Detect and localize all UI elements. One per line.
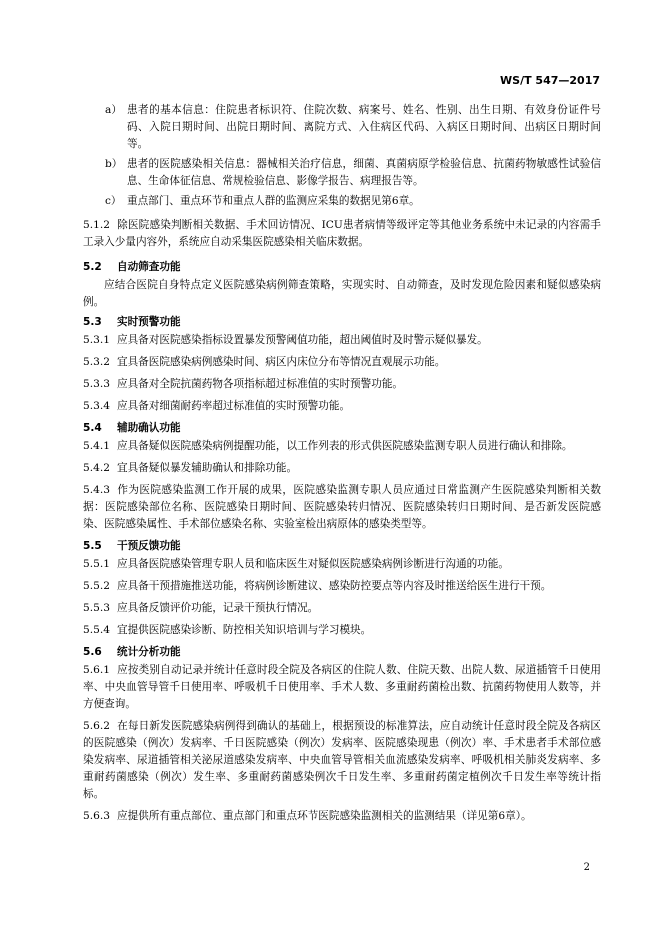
section-title: 统计分析功能: [117, 646, 181, 658]
clause-text: 应具备疑似医院感染病例提醒功能，以工作列表的形式供医院感染监测专职人员进行确认和排除。: [117, 440, 573, 452]
clause-number: 5.6.1: [83, 664, 110, 676]
clause-text: 宜提供医院感染诊断、防控相关知识培训与学习模块。: [117, 624, 372, 636]
clause-text: 作为医院感染监测工作开展的成果，医院感染监测专职人员应通过日常监测产生医院感染判断相关数据：医院感染部位名称、医院感染日期时间、医院感染转归情况、医院感染转归日期时间、是否新发医院感染、医院感染属性、手术部位感染名称、实验室检出病原体的感染类型等。: [83, 484, 601, 530]
document-code: WS/T 547—2017: [500, 74, 600, 87]
list-item-label: a）: [105, 104, 122, 116]
clause: [83, 438, 601, 455]
clause-text: 应具备对细菌耐药率超过标准值的实时预警功能。: [117, 400, 351, 412]
document-body: [83, 102, 601, 830]
list-item-text: 重点部门、重点环节和重点人群的监测应采集的数据见第6章。: [127, 195, 420, 207]
clause: [83, 662, 601, 713]
clause-text: 应提供所有重点部位、重点部门和重点环节医院感染监测相关的监测结果（详见第6章）。: [117, 810, 532, 822]
clause-number: 5.6.3: [83, 810, 110, 822]
clause-text: 应按类别自动记录并统计任意时段全院及各病区的住院人数、住院天数、出院人数、尿道插管千日使用率、中央血管导管千日使用率、呼吸机千日使用率、手术人数、多重耐药菌检出数、抗菌药物使用人数等，并方便查询。: [83, 664, 601, 710]
clause: [83, 398, 601, 415]
list-item: [105, 193, 601, 210]
clause-text: 应具备干预措施推送功能，将病例诊断建议、感染防控要点等内容及时推送给医生进行干预。: [117, 580, 552, 592]
list-item-text: 患者的基本信息：住院患者标识符、住院次数、病案号、姓名、性别、出生日期、有效身份证件号码、入院日期时间、出院日期时间、离院方式、入住病区代码、入病区日期时间、出病区日期时间等。: [127, 104, 601, 150]
list-item-text: 患者的医院感染相关信息：器械相关治疗信息，细菌、真菌病原学检验信息、抗菌药物敏感性试验信息、生命体征信息、常规检验信息、影像学报告、病理报告等。: [127, 158, 601, 187]
clause: [83, 578, 601, 595]
section-number: 5.3: [83, 316, 102, 328]
clause-text: 在每日新发医院感染病例得到确认的基础上，根据预设的标准算法，应自动统计任意时段全院及各病区的医院感染（例次）发病率、千日医院感染（例次）发病率、医院感染现患（例次）率、手术患者手术部位感染发病率、尿道插管相关泌尿道感染发病率、中央血管导管相关血流感染发病率、呼吸机相关肺炎发病率、多重耐药菌感染（例次）发生率、多重耐药菌感染例次千日发生率、多重耐药菌定植例次千日发生率等统计指标。: [83, 720, 601, 800]
clause-number: 5.6.2: [83, 720, 110, 732]
clause-number: 5.5.1: [83, 558, 110, 570]
section-heading: [83, 420, 601, 437]
section-number: 5.2: [83, 261, 102, 273]
clause-number: 5.4.2: [83, 462, 110, 474]
section-heading: [83, 314, 601, 331]
clause-text: 宜具备医院感染病例感染时间、病区内床位分布等情况直观展示功能。: [117, 356, 446, 368]
section-heading: [83, 644, 601, 661]
clause: [83, 808, 601, 825]
section-title: 自动筛查功能: [117, 261, 181, 273]
clause-number: 5.1.2: [83, 219, 110, 231]
clause-number: 5.5.2: [83, 580, 110, 592]
list-item-label: b）: [105, 158, 123, 170]
clause: [83, 482, 601, 533]
clause: [83, 354, 601, 371]
section-number: 5.6: [83, 646, 102, 658]
page-number: 2: [583, 862, 590, 873]
clause-number: 5.3.2: [83, 356, 110, 368]
clause-number: 5.3.3: [83, 378, 110, 390]
clause: [83, 622, 601, 639]
clause-5-1-2: [83, 217, 601, 251]
clause: [83, 718, 601, 803]
clause: [83, 332, 601, 349]
section-heading: [83, 259, 601, 276]
clause-number: 5.5.4: [83, 624, 110, 636]
section-number: 5.5: [83, 540, 102, 552]
clause-number: 5.3.4: [83, 400, 110, 412]
section-title: 实时预警功能: [117, 316, 181, 328]
section-title: 干预反馈功能: [117, 540, 181, 552]
clause-text: 应具备对全院抗菌药物各项指标超过标准值的实时预警功能。: [117, 378, 404, 390]
clause-number: 5.4.3: [83, 484, 110, 496]
list-item-label: c）: [105, 195, 122, 207]
clause: [83, 600, 601, 617]
clause-number: 5.5.3: [83, 602, 110, 614]
clause-number: 5.4.1: [83, 440, 110, 452]
clause-number: 5.3.1: [83, 334, 110, 346]
clause-text: 除医院感染判断相关数据、手术回访情况、ICU患者病情等级评定等其他业务系统中未记录的内容需手工录入少量内容外，系统应自动采集医院感染相关临床数据。: [83, 219, 601, 248]
clause-text: 应具备反馈评价功能，记录干预执行情况。: [117, 602, 319, 614]
clause: [83, 556, 601, 573]
section-paragraph: 应结合医院自身特点定义医院感染病例筛查策略，实现实时、自动筛查，及时发现危险因素和疑似感染病例。: [83, 279, 601, 308]
section-title: 辅助确认功能: [117, 422, 181, 434]
list-item: [105, 156, 601, 190]
clause-text: 宜具备疑似暴发辅助确认和排除功能。: [117, 462, 298, 474]
list-item: [105, 102, 601, 153]
clause: [83, 460, 601, 477]
clause-text: 应具备医院感染管理专职人员和临床医生对疑似医院感染病例诊断进行沟通的功能。: [117, 558, 509, 570]
section-heading: [83, 538, 601, 555]
section-number: 5.4: [83, 422, 102, 434]
clause: [83, 376, 601, 393]
clause-text: 应具备对医院感染指标设置暴发预警阈值功能，超出阈值时及时警示疑似暴发。: [117, 334, 488, 346]
